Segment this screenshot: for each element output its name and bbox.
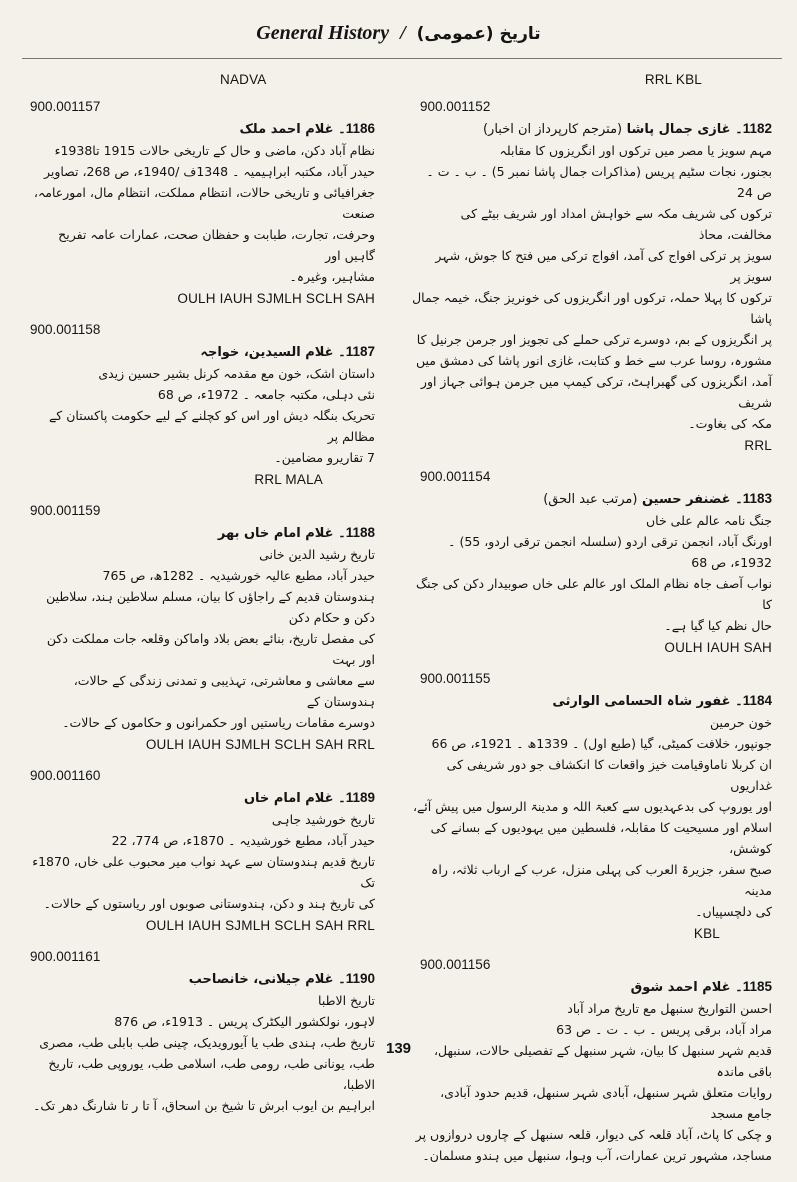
entry-line: جنگ نامہ عالم علی خاں: [645, 513, 772, 528]
entry-author: غلام احمد شوق: [630, 980, 731, 995]
entry-line: حیدر آباد، مطبع عالیہ خورشیدیہ ۔ 1282ھ، ص 765: [102, 568, 375, 583]
entry-line: حیدر آباد، مکتبہ ابراہیمیہ ۔ 1348ف /1940ء، ص 268، تصاویر: [43, 164, 375, 179]
entry-line: بجنور، نجات سٹیم پریس (مذاکرات جمال پاشا نمبر 5) ۔ ب ۔ ت ۔: [426, 164, 772, 179]
entry-line: مہم سویز یا مصر میں ترکوں اور انگریزوں کا مقابلہ: [499, 143, 772, 158]
page-header: [0, 22, 797, 45]
accession-number: 900.001157: [30, 99, 101, 114]
entry-heading: 1185۔ غلام احمد شوق: [630, 979, 772, 995]
entry-number: 1187: [345, 344, 375, 359]
entry-line: تاریخ الاطبا: [318, 993, 375, 1008]
page-number: 139: [385, 1040, 412, 1057]
entry-line: جغرافیائی و تاریخی حالات، انتظام مملکت، انتظام مال، امورعامہ، صنعت: [33, 185, 375, 221]
entry-heading: 1188۔ غلام امام خاں بھر: [217, 525, 375, 541]
entry-heading: 1189۔ غلام امام خاں: [243, 790, 375, 806]
catalog-entry: [30, 322, 375, 487]
entry-number: 1182: [742, 121, 772, 136]
entry-line: ص 24: [737, 185, 772, 200]
entry-line: مراد آباد، برقی پریس ۔ ب ۔ ت ۔ ص 63: [556, 1022, 772, 1037]
accession-number: 900.001152: [420, 99, 491, 114]
entry-line: تحریک بنگلہ دیش اور اس کو کچلنے کے لیے حکومت پاکستان کے مظالم پر: [48, 408, 375, 444]
entry-heading: 1187۔ غلام السیدین، خواجہ: [200, 344, 375, 360]
entry-heading: 1190۔ غلام جیلانی، خانصاحب: [188, 971, 375, 987]
entry-description: [412, 510, 772, 636]
entry-line: کی دلچسپیاں۔: [695, 904, 772, 919]
library-codes: OULH IAUH SJMLH SCLH SAH: [177, 291, 375, 306]
entry-line: ان کربلا ناماوقیامت خیز واقعات کا انکشاف جو دور شریفی کی غداریوں: [446, 757, 772, 793]
library-codes: KBL: [693, 926, 720, 941]
entry-line: خون حرمین: [710, 715, 772, 730]
entry-role: (مترجم کارپرداز ان اخبار): [482, 122, 623, 137]
header-english: General History: [256, 22, 390, 44]
entry-line: سویز پر ترکی افواج کی آمد، افواج ترکی میں فتح کا جوش، شہر سویز پر: [435, 248, 772, 284]
entry-line: کی تاریخ ہند و دکن، ہندوستانی صوبوں اور ریاستوں کے حالات۔: [43, 896, 375, 911]
entry-line: داستان اشک، خون مع مقدمہ کرنل بشیر حسین زیدی: [98, 366, 375, 381]
entry-line: ترکوں کا پہلا حملہ، ترکوں اور انگریزوں کی خونریز جنگ، خیمہ جمال پاشا: [412, 290, 772, 326]
entry-number: 1183: [742, 491, 772, 506]
library-codes: OULH IAUH SAH: [664, 640, 772, 655]
catalog-entry: [30, 503, 375, 752]
library-codes: NADVA: [220, 72, 267, 87]
entry-author: غلام السیدین، خواجہ: [200, 345, 334, 360]
entry-line: نواب آصف جاہ نظام الملک اور عالم علی خاں صوبیدار دکن کی جنگ کا: [415, 576, 772, 612]
entry-line: جونپور، خلافت کمیٹی، گیا (طبع اول) ۔ 1339ھ ۔ 1921ء، ص 66: [431, 736, 772, 751]
entry-author: غازی جمال پاشا: [626, 122, 731, 137]
entry-line: حال نظم کیا گیا ہے۔: [664, 618, 772, 633]
catalog-entry: [412, 99, 772, 453]
entry-line: اسلام اور مسیحیت کا مقابلہ، فلسطین میں یہودیوں کے بسانے کی کوشش،: [430, 820, 772, 856]
accession-number: 900.001156: [420, 957, 491, 972]
header-urdu: تاریخ (عمومی): [416, 24, 541, 44]
accession-number: 900.001155: [420, 671, 491, 686]
entry-line: تاریخ قدیم ہندوستان سے عہد نواب میر محبوب علی خاں، 1870ء تک: [32, 854, 375, 890]
accession-number: 900.001159: [30, 503, 101, 518]
header-separator: /: [400, 22, 406, 44]
entry-line: ابراہیم بن ایوب ابرش تا شیخ بن اسحاق، آ تا ر تا شارنگ دھر تک۔: [33, 1098, 375, 1113]
entry-line: نئی دہلی، مکتبہ جامعہ ۔ 1972ء، ص 68: [157, 387, 375, 402]
entry-description: [30, 140, 375, 287]
library-codes: OULH IAUH SJMLH SCLH SAH RRL: [145, 918, 375, 933]
accession-number: 900.001154: [420, 469, 491, 484]
entry-number: 1188: [345, 525, 375, 540]
accession-number: 900.001161: [30, 949, 101, 964]
entry-description: [412, 140, 772, 434]
entry-line: تاریخ خورشید جاہی: [271, 812, 375, 827]
right-column: [412, 72, 772, 1182]
entry-line: مشورہ، روسا عرب سے خط و کتابت، غازی انور پاشا کی دمشق میں: [416, 353, 772, 368]
entry-line: وحرفت، تجارت، طبابت و حفظان صحت، عمارات عامہ تفریح گاہیں اور: [58, 227, 375, 263]
entry-line: دوسرے مقامات ریاستیں اور حکمرانوں و حکاموں کے حالات۔: [62, 715, 375, 730]
entry-author: غفور شاہ الحسامی الوارثی: [552, 694, 731, 709]
entry-line: طب، یونانی طب، رومی طب، اسلامی طب، یوروپی طب، تاریخ الاطبا،: [48, 1056, 375, 1092]
catalog-entry: [412, 671, 772, 941]
entry-description: [412, 712, 772, 922]
entry-author: غلام احمد ملک: [239, 122, 334, 137]
entry-line: روایات متعلق شہر سنبھل، آبادی شہر سنبھل، قدیم حدود آبادی، جامع مسجد: [440, 1085, 772, 1121]
entry-line: تاریخ رشید الدین خانی: [259, 547, 375, 562]
entry-line: 7 تقاریرو مضامین۔: [274, 450, 375, 465]
entry-line: صبح سفر، جزیرۃ العرب کی پہلی منزل، عرب کے ارباب ثلاثہ، راہ مدینہ: [431, 862, 772, 898]
entry-line: قدیم شہر سنبھل کا بیان، شہر سنبھل کے تفصیلی حالات، سنبھل، باقی ماندہ: [434, 1043, 772, 1079]
entry-line: 1932ء، ص 68: [691, 555, 772, 570]
entry-author: غضنفر حسین: [641, 492, 731, 507]
entry-line: مشاہیر، وغیرہ۔: [289, 269, 375, 284]
entry-description: [30, 544, 375, 733]
catalog-entry: [30, 768, 375, 933]
entry-line: آمد، انگریزوں کی گھبراہٹ، ترکی کیمپ میں جرمن ہوائی جہاز اور شریف: [420, 374, 772, 410]
entry-line: پر انگریزوں کے بم، دوسرے ترکی حملے کی تجویز اور جرمن جرنیل کا: [416, 332, 772, 347]
library-codes: RRL MALA: [254, 472, 323, 487]
entry-line: و چکی کا پاٹ، آباد قلعہ کی دیوار، قلعہ سنبھل کے چاروں دروازوں پر: [415, 1127, 772, 1142]
entry-description: [30, 809, 375, 914]
entry-number: 1185: [742, 979, 772, 994]
entry-line: لاہور، نولکشور الیکٹرک پریس ۔ 1913ء، ص 876: [114, 1014, 375, 1029]
catalog-entry: [30, 99, 375, 306]
entry-number: 1189: [345, 790, 375, 805]
catalog-entry: [30, 949, 375, 1116]
entry-line: تاریخ طب، ہندی طب یا آیورویدیک، چینی طب بابلی طب، مصری: [39, 1035, 375, 1050]
entry-author: غلام امام خاں بھر: [217, 526, 334, 541]
entry-number: 1184: [742, 693, 772, 708]
entry-line: کی مفصل تاریخ، بنائے بعض بلاد واماکن وقلعہ جات مملکت دکن اور بہت: [46, 631, 375, 667]
left-column: [30, 72, 375, 1132]
entry-heading: 1184۔ غفور شاہ الحسامی الوارثی: [552, 693, 772, 709]
entry-line: مساجد، مشہور ترین عمارات، آب وہوا، سنبھل میں ہندو مسلمان۔: [422, 1148, 772, 1163]
entry-number: 1186: [345, 121, 375, 136]
entry-role: (مرتب عبد الحق): [543, 492, 638, 507]
entry-line: مکہ کی بغاوت۔: [688, 416, 772, 431]
entry-number: 1190: [345, 971, 375, 986]
entry-heading: 1186۔ غلام احمد ملک: [239, 121, 375, 137]
catalog-entry: [412, 957, 772, 1166]
entry-author: غلام جیلانی، خانصاحب: [188, 972, 334, 987]
header-rule: [22, 58, 782, 59]
accession-number: 900.001160: [30, 768, 101, 783]
entry-line: سے معاشی و معاشرتی، تہذیبی و تمدنی زندگی کے حالات، ہندوستان کے: [73, 673, 375, 709]
entry-author: غلام امام خاں: [243, 791, 334, 806]
accession-number: 900.001158: [30, 322, 101, 337]
library-codes: OULH IAUH SJMLH SCLH SAH RRL: [145, 737, 375, 752]
entry-description: [30, 363, 375, 468]
entry-heading: 1182۔ غازی جمال پاشا (مترجم کارپرداز ان اخبار): [482, 121, 772, 137]
library-codes: RRL KBL: [644, 72, 702, 87]
entry-heading: 1183۔ غضنفر حسین (مرتب عبد الحق): [543, 491, 772, 507]
entry-line: ہندوستان قدیم کے راجاؤں کا بیان، مسلم سلاطین ہند، سلاطین دکن و حکام دکن: [46, 589, 375, 625]
entry-line: اور یوروپ کی بدعہدیوں سے کعبۃ اللہ و مدینۃ الرسول میں پیش آئے،: [412, 799, 772, 814]
entry-line: اورنگ آباد، انجمن ترقی اردو (سلسلہ انجمن ترقی اردو، 55) ۔: [448, 534, 772, 549]
entry-line: حیدر آباد، مطبع خورشیدیہ ۔ 1870ء، ص 774، 22: [111, 833, 375, 848]
entry-line: ترکوں کی شریف مکہ سے خواہش امداد اور شریف بیٹے کی مخالفت، محاذ: [460, 206, 772, 242]
catalog-entry: [412, 469, 772, 655]
library-codes: RRL: [744, 438, 772, 453]
entry-description: [412, 998, 772, 1166]
entry-line: احسن التواریخ سنبھل مع تاریخ مراد آباد: [567, 1001, 772, 1016]
entry-line: نظام آباد دکن، ماضی و حال کے تاریخی حالات 1915 تا1938ء: [54, 143, 375, 158]
